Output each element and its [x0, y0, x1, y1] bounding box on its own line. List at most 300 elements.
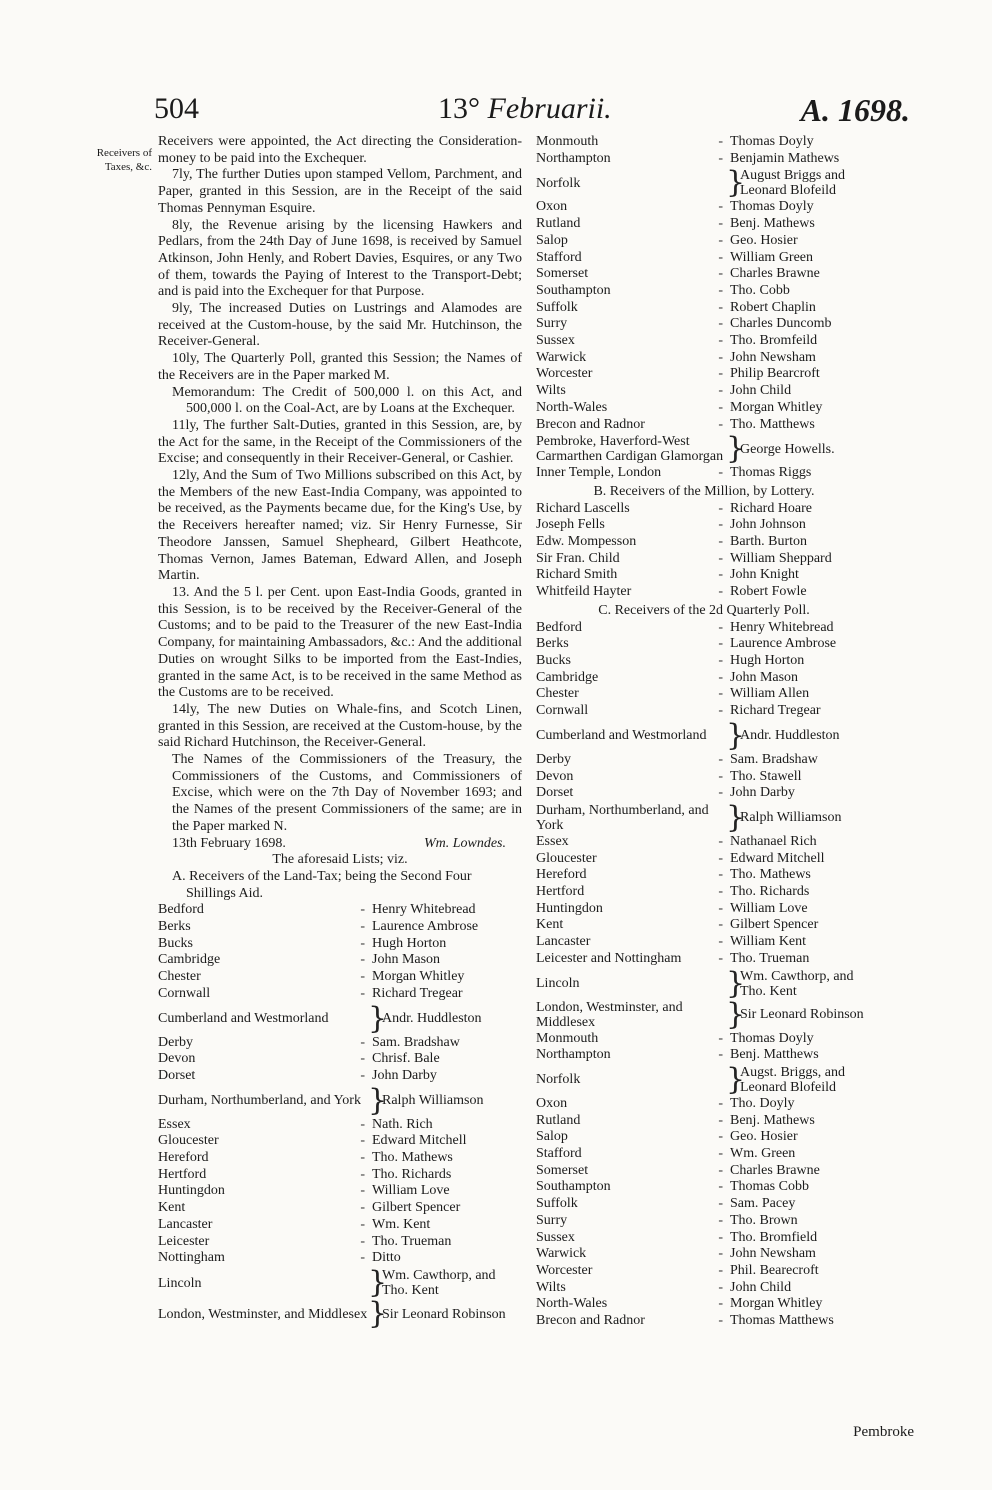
list-row	[158, 1035, 522, 1052]
receiver-name: Nath. Rich	[372, 1116, 433, 1132]
receiver-name: Ralph Williamson	[740, 810, 842, 826]
list-row	[536, 501, 872, 518]
leader-dash: -	[718, 567, 730, 583]
receiver-name: Andr. Huddleston	[740, 728, 840, 744]
list-row	[536, 917, 872, 934]
brace-mark: }	[726, 799, 746, 835]
receiver-name: John Child	[730, 383, 792, 399]
receiver-name: William Green	[730, 249, 814, 265]
county-name: Sussex	[536, 333, 575, 349]
list-row	[536, 1280, 872, 1297]
county-name: Surry	[536, 316, 568, 332]
receiver-name: Tho. Doyly	[730, 1095, 795, 1111]
leader-dash: -	[718, 383, 730, 399]
page-year: A. 1698.	[800, 92, 910, 128]
leader-dash: -	[718, 1095, 730, 1111]
county-name: Cornwall	[158, 985, 211, 1001]
receiver-name: Richard Tregear	[372, 985, 463, 1001]
receiver-name: Tho. Trueman	[372, 1233, 452, 1249]
county-name: Gloucester	[536, 850, 597, 866]
county-name: Wilts	[536, 383, 566, 399]
county-name: Lancaster	[536, 934, 591, 950]
county-name: Lincoln	[158, 1275, 202, 1291]
list-row	[158, 1234, 522, 1251]
county-name: Monmouth	[536, 134, 599, 149]
leader-dash: -	[718, 850, 730, 866]
list-row	[536, 333, 872, 350]
list-row	[536, 1246, 872, 1263]
county-name: Salop	[536, 232, 568, 248]
list-row	[158, 1117, 522, 1134]
leader-dash: -	[718, 703, 730, 719]
county-name: Rutland	[536, 1112, 581, 1128]
list-a-continued	[536, 134, 872, 482]
right-column	[536, 134, 872, 1330]
county-name: Chester	[536, 686, 579, 702]
county-name: Joseph Fells	[536, 517, 605, 533]
leader-dash: -	[360, 1233, 372, 1249]
county-name: Huntingdon	[158, 1183, 225, 1199]
receiver-name: John Johnson	[730, 517, 806, 533]
leader-dash: -	[360, 1200, 372, 1216]
leader-dash: -	[718, 900, 730, 916]
list-row	[536, 584, 872, 601]
receiver-name: Robert Chaplin	[730, 299, 816, 315]
list-row	[536, 266, 872, 283]
page-header	[150, 92, 910, 132]
receiver-name: Morgan Whitley	[730, 399, 823, 415]
list-row	[536, 134, 872, 151]
receiver-name: Benj. Mathews	[730, 216, 815, 232]
leader-dash: -	[360, 902, 372, 918]
list-a	[158, 902, 522, 1329]
leader-dash: -	[360, 985, 372, 1001]
commissioners-paragraph: The Names of the Commissioners of the Treasury, the Commissioners of the Customs, and Commissioners of Excise, which were on the 7th Day of November 1693; and the Names of the present Commissioners of the same; are in the Paper marked N.	[172, 752, 522, 834]
brace-mark: }	[368, 1296, 388, 1331]
leader-dash: -	[718, 768, 730, 784]
county-name: Rutland	[536, 216, 581, 232]
list-row	[536, 1096, 872, 1113]
list-row	[536, 785, 872, 802]
receiver-name: Tho. Stawell	[730, 768, 802, 784]
county-name: Somerset	[536, 1162, 589, 1178]
list-c-heading: C. Receivers of the 2d Quarterly Poll.	[598, 602, 810, 618]
county-name: Whitfeild Hayter	[536, 584, 632, 600]
receiver-name: Philip Bearcroft	[730, 366, 820, 382]
brace-mark: }	[726, 965, 746, 1001]
county-name: Salop	[536, 1129, 568, 1145]
list-row	[158, 1150, 522, 1167]
receiver-name: Thomas Matthews	[730, 1313, 834, 1329]
leader-dash: -	[718, 917, 730, 933]
leader-dash: -	[718, 416, 730, 432]
list-row	[536, 653, 872, 670]
list-row	[536, 1213, 872, 1230]
leader-dash: -	[718, 1146, 730, 1162]
leader-dash: -	[718, 686, 730, 702]
receiver-name: Sam. Bradshaw	[372, 1034, 460, 1050]
list-row	[536, 1031, 872, 1048]
receiver-name: Richard Hoare	[730, 500, 813, 516]
list-row	[536, 851, 872, 868]
county-name: North-Wales	[536, 1296, 608, 1312]
receiver-name: John Mason	[730, 669, 799, 685]
receiver-name: Phil. Bearecroft	[730, 1262, 819, 1278]
county-name: Richard Lascells	[536, 500, 630, 516]
receiver-name: Hugh Horton	[730, 652, 805, 668]
receiver-name: Tho. Matthews	[730, 416, 815, 432]
leader-dash: -	[718, 333, 730, 349]
county-name: Essex	[158, 1116, 191, 1132]
receiver-name: Tho. Brown	[730, 1212, 798, 1228]
receiver-name: Charles Brawne	[730, 1162, 820, 1178]
county-name: Norfolk	[536, 1072, 581, 1088]
receiver-name: Benj. Matthews	[730, 1047, 819, 1063]
leader-dash: -	[360, 1250, 372, 1266]
leader-dash: -	[718, 1196, 730, 1212]
date-month: Februarii.	[487, 92, 612, 125]
receiver-name: Tho. Richards	[730, 884, 810, 900]
leader-dash: -	[718, 1030, 730, 1046]
receiver-name: Edward Mitchell	[730, 850, 825, 866]
county-name: Norfolk	[536, 175, 581, 191]
list-row	[536, 670, 872, 687]
receiver-name: Benjamin Mathews	[730, 150, 840, 166]
receiver-name: Ralph Williamson	[382, 1093, 484, 1109]
leader-dash: -	[718, 867, 730, 883]
list-row	[158, 919, 522, 936]
leader-dash: -	[360, 1150, 372, 1166]
brace-mark: }	[368, 1082, 388, 1118]
catchword: Pembroke	[853, 1424, 914, 1440]
leader-dash: -	[718, 216, 730, 232]
leader-dash: -	[718, 1262, 730, 1278]
county-name: Nottingham	[158, 1250, 225, 1266]
receiver-name: Nathanael Rich	[730, 833, 817, 849]
county-name: Edw. Mompesson	[536, 534, 637, 550]
list-row	[536, 703, 872, 720]
brace-mark: }	[726, 431, 746, 467]
leader-dash: -	[718, 1246, 730, 1262]
paragraph: 11ly, The further Salt-Duties, granted in this Session, are, by the Act for the same, in the Receipt of the Commissioners of the Excise; and consequently in their Receiver-General, or Cashier.	[158, 417, 522, 467]
list-row	[536, 300, 872, 317]
paragraph: 13. And the 5 l. per Cent. upon East-India Goods, granted in this Session, is to be received by the Receiver-General of the Customs; and to be paid to the Treasurer of the new East-India Company, for maintaining Ambassadors, &c.: And the additional Duties on wrought Silks to be imported from the East-Indies, granted in the same Act, is to be received in the same Method as the Customs are to be received.	[158, 584, 522, 701]
leader-dash: -	[718, 1313, 730, 1329]
county-name: Richard Smith	[536, 567, 618, 583]
leader-dash: -	[718, 134, 730, 149]
leader-dash: -	[360, 1183, 372, 1199]
receiver-name: Geo. Hosier	[730, 232, 798, 248]
receiver-name: John Knight	[730, 567, 799, 583]
leader-dash: -	[360, 1216, 372, 1232]
leader-dash: -	[718, 884, 730, 900]
county-name: Hertford	[158, 1166, 207, 1182]
county-name: Southampton	[536, 1179, 611, 1195]
receiver-name: George Howells.	[740, 441, 835, 457]
county-name: Derby	[536, 751, 571, 767]
left-column	[158, 134, 522, 1330]
list-row	[158, 1250, 522, 1267]
list-row	[536, 431, 872, 467]
receiver-name: John Mason	[372, 952, 441, 968]
county-name: Inner Temple, London	[536, 465, 662, 481]
list-row	[158, 986, 522, 1003]
receiver-name: Henry Whitebread	[372, 902, 476, 918]
receiver-name: Henry Whitebread	[730, 619, 834, 635]
receiver-name: Wm. Cawthorp, and Tho. Kent	[382, 1268, 496, 1298]
list-b	[536, 501, 872, 601]
county-name: Kent	[158, 1200, 186, 1216]
county-name: Northampton	[536, 1047, 611, 1063]
county-name: Warwick	[536, 1246, 587, 1262]
list-row	[536, 996, 872, 1032]
leader-dash: -	[360, 952, 372, 968]
receiver-name: Geo. Hosier	[730, 1129, 798, 1145]
county-name: Dorset	[158, 1067, 196, 1083]
brace-mark: }	[726, 717, 746, 753]
leader-dash: -	[718, 833, 730, 849]
receiver-name: Morgan Whitley	[730, 1296, 823, 1312]
leader-dash: -	[718, 751, 730, 767]
list-row	[536, 283, 872, 300]
paragraph: 10ly, The Quarterly Poll, granted this Session; the Names of the Receivers are in the Paper marked M.	[158, 351, 522, 383]
leader-dash: -	[718, 1162, 730, 1178]
list-row	[158, 1265, 522, 1300]
leader-dash: -	[718, 1229, 730, 1245]
receiver-name: Sam. Bradshaw	[730, 751, 818, 767]
county-name: Devon	[158, 1051, 196, 1067]
leader-dash: -	[718, 636, 730, 652]
list-row	[536, 534, 872, 551]
list-row	[536, 965, 872, 1001]
list-row	[536, 551, 872, 568]
paragraph: 9ly, The increased Duties on Lustrings and Alamodes are received at the Custom-house, by the said Mr. Hutchinson, the Receiver-General.	[158, 301, 522, 350]
county-name: Cambridge	[536, 669, 599, 685]
leader-dash: -	[718, 1279, 730, 1295]
leader-dash: -	[718, 500, 730, 516]
receiver-name: John Child	[730, 1279, 792, 1295]
list-row	[536, 884, 872, 901]
county-name: London, Westminster, and Middlesex	[536, 999, 683, 1030]
leader-dash: -	[718, 1179, 730, 1195]
list-row	[158, 1183, 522, 1200]
county-name: Cumberland and Westmorland	[158, 1011, 329, 1027]
signature-date: 13th February 1698.	[172, 835, 286, 851]
margin-note: Receivers of Taxes, &c.	[96, 147, 152, 173]
receiver-name: John Newsham	[730, 1246, 816, 1262]
list-row	[536, 233, 872, 250]
receiver-name: Thomas Cobb	[730, 1179, 809, 1195]
leader-dash: -	[718, 1047, 730, 1063]
county-name: Brecon and Radnor	[536, 416, 645, 432]
leader-dash: -	[718, 266, 730, 282]
county-name: Lincoln	[536, 976, 580, 992]
county-name: Huntingdon	[536, 900, 603, 916]
county-name: North-Wales	[536, 399, 608, 415]
leader-dash: -	[360, 1067, 372, 1083]
list-row	[536, 1179, 872, 1196]
list-row	[536, 951, 872, 968]
leader-dash: -	[718, 1129, 730, 1145]
receiver-name: Gilbert Spencer	[372, 1200, 461, 1216]
leader-dash: -	[360, 1116, 372, 1132]
list-row	[536, 350, 872, 367]
county-name: Cambridge	[158, 952, 221, 968]
list-a-heading: A. Receivers of the Land-Tax; being the Second Four Shillings Aid.	[172, 868, 472, 901]
county-name: Leicester and Nottingham	[536, 950, 682, 966]
left-paragraphs	[158, 134, 522, 385]
county-name: Leicester	[158, 1233, 210, 1249]
receiver-name: Wm. Green	[730, 1146, 796, 1162]
brace-mark: }	[726, 165, 746, 201]
paragraph: 8ly, the Revenue arising by the licensing Hawkers and Pedlars, from the 24th Day of June 1698, is received by Samuel Atkinson, John Henly, and Robert Davies, Esquires, or any Two of them, towards the Paying of Interest to the Transport-Debt; and is paid into the Exchequer for that Purpose.	[158, 217, 522, 300]
county-name: Bedford	[158, 902, 204, 918]
county-name: Gloucester	[158, 1133, 219, 1149]
leader-dash: -	[718, 366, 730, 382]
list-row	[158, 1296, 522, 1331]
left-paragraphs-2	[158, 418, 522, 752]
county-name: Surry	[536, 1212, 568, 1228]
receiver-name: William Love	[372, 1183, 450, 1199]
list-row	[158, 1167, 522, 1184]
list-row	[536, 400, 872, 417]
receiver-name: Sam. Pacey	[730, 1196, 796, 1212]
county-name: Hertford	[536, 884, 585, 900]
leader-dash: -	[718, 550, 730, 566]
leader-dash: -	[360, 935, 372, 951]
leader-dash: -	[718, 1296, 730, 1312]
leader-dash: -	[360, 1166, 372, 1182]
receiver-name: Tho. Mathews	[730, 867, 811, 883]
list-row	[536, 151, 872, 168]
county-name: Brecon and Radnor	[536, 1313, 645, 1329]
date-day: 13°	[438, 92, 480, 125]
leader-dash: -	[718, 349, 730, 365]
list-c	[536, 620, 872, 1330]
leader-dash: -	[718, 517, 730, 533]
leader-dash: -	[718, 652, 730, 668]
county-name: Essex	[536, 833, 569, 849]
receiver-name: Wm. Kent	[372, 1216, 431, 1232]
page-date	[438, 92, 612, 126]
list-row	[536, 316, 872, 333]
list-row	[536, 1263, 872, 1280]
receiver-name: William Love	[730, 900, 808, 916]
receiver-name: Hugh Horton	[372, 935, 447, 951]
brace-mark: }	[726, 996, 746, 1032]
list-row	[158, 1217, 522, 1234]
receiver-name: Edward Mitchell	[372, 1133, 467, 1149]
leader-dash: -	[718, 669, 730, 685]
list-row	[536, 216, 872, 233]
county-name: Chester	[158, 969, 201, 985]
receiver-name: Tho. Trueman	[730, 950, 810, 966]
page-number: 504	[154, 92, 199, 125]
list-row	[158, 1200, 522, 1217]
paragraph: 7ly, The further Duties upon stamped Vellom, Parchment, and Paper, granted in this Session, are in the Receipt of the said Thomas Pennyman Esquire.	[158, 167, 522, 216]
receiver-name: Tho. Bromfield	[730, 1229, 818, 1245]
leader-dash: -	[360, 1034, 372, 1050]
list-row	[536, 417, 872, 434]
list-row	[536, 383, 872, 400]
receiver-name: John Newsham	[730, 349, 816, 365]
county-name: Berks	[536, 636, 569, 652]
list-row	[536, 934, 872, 951]
county-name: Oxon	[536, 199, 568, 215]
county-name: Bucks	[536, 652, 571, 668]
county-name: Stafford	[536, 1146, 582, 1162]
leader-dash: -	[360, 1133, 372, 1149]
receiver-name: Charles Duncomb	[730, 316, 832, 332]
list-row	[536, 620, 872, 637]
receiver-name: William Sheppard	[730, 550, 832, 566]
receiver-name: Thomas Doyly	[730, 199, 814, 215]
leader-dash: -	[718, 232, 730, 248]
county-name: Dorset	[536, 785, 574, 801]
list-row	[536, 465, 872, 482]
leader-dash: -	[718, 1212, 730, 1228]
county-name: Bedford	[536, 619, 582, 635]
memorandum: Memorandum: The Credit of 500,000 l. on this Act, and 500,000 l. on the Coal-Act, are by Loans at the Exchequer.	[172, 384, 522, 417]
county-name: Hereford	[158, 1150, 209, 1166]
leader-dash: -	[360, 1051, 372, 1067]
county-name: Sussex	[536, 1229, 575, 1245]
list-row	[158, 1082, 522, 1118]
county-name: Suffolk	[536, 1196, 578, 1212]
list-row	[536, 1196, 872, 1213]
list-row	[536, 1163, 872, 1180]
receiver-name: Benj. Mathews	[730, 1112, 815, 1128]
receiver-name: August Briggs and Leonard Blofeild	[740, 168, 845, 199]
list-row	[536, 1146, 872, 1163]
list-row	[536, 1047, 872, 1064]
county-name: Warwick	[536, 349, 587, 365]
list-row	[536, 517, 872, 534]
county-name: Cumberland and Westmorland	[536, 728, 707, 744]
county-name: Monmouth	[536, 1030, 599, 1046]
receiver-name: Sir Leonard Robinson	[382, 1306, 506, 1322]
receiver-name: John Darby	[730, 785, 795, 801]
county-name: Wilts	[536, 1279, 566, 1295]
county-name: Sir Fran. Child	[536, 550, 620, 566]
leader-dash: -	[718, 619, 730, 635]
receiver-name: Andr. Huddleston	[382, 1011, 482, 1027]
list-row	[536, 165, 872, 201]
receiver-name: Sir Leonard Robinson	[740, 1007, 864, 1023]
leader-dash: -	[718, 199, 730, 215]
list-row	[536, 1313, 872, 1330]
leader-dash: -	[360, 919, 372, 935]
list-row	[158, 1000, 522, 1036]
list-row	[536, 1129, 872, 1146]
county-name: Stafford	[536, 249, 582, 265]
paragraph: 12ly, And the Sum of Two Millions subscribed on this Act, by the Members of the new East-India Company, was appointed to be received, as the Payments became due, for the King's Use, by the Receivers hereafter named; viz. Sir Henry Furnesse, Sir Theodore Janssen, Samuel Shepheard, Gilbert Heathcote, Thomas Vernon, James Bateman, Edward Allen, and Joseph Martin.	[158, 468, 522, 584]
signature-line	[172, 836, 522, 853]
county-name: Lancaster	[158, 1216, 213, 1232]
receiver-name: John Darby	[372, 1067, 437, 1083]
list-row	[536, 1230, 872, 1247]
receiver-name: Laurence Ambrose	[372, 919, 479, 935]
receiver-name: William Allen	[730, 686, 810, 702]
county-name: Hereford	[536, 867, 587, 883]
list-row	[536, 1296, 872, 1313]
list-row	[158, 1051, 522, 1068]
list-row	[536, 199, 872, 216]
receiver-name: Laurence Ambrose	[730, 636, 837, 652]
leader-dash: -	[718, 1112, 730, 1128]
list-row	[536, 769, 872, 786]
paragraph: 14ly, The new Duties on Whale-fins, and Scotch Linen, granted in this Session, are received at the Custom-house, by the said Richard Hutchinson, the Receiver-General.	[158, 701, 522, 751]
